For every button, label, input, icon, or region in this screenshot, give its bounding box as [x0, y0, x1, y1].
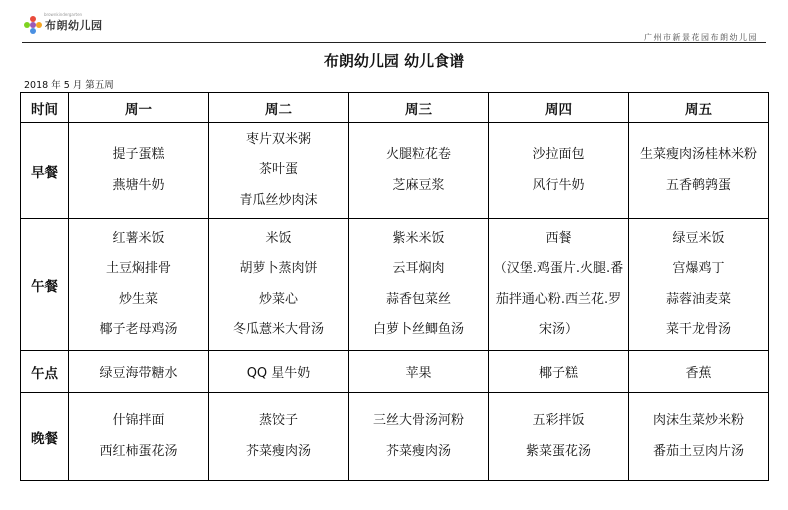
lunch-fri — [629, 219, 769, 351]
menu-item: 西餐 — [545, 230, 572, 246]
dinner-wed — [349, 393, 489, 481]
snack-fri: 香蕉 — [629, 351, 769, 393]
menu-item: 蒜香包菜丝 — [385, 291, 451, 307]
breakfast-tue — [209, 123, 349, 219]
menu-item: 白萝卜丝鲫鱼汤 — [372, 322, 464, 337]
header-wed: 周三 — [349, 93, 489, 123]
header-tue: 周二 — [209, 93, 349, 123]
header-time: 时间 — [21, 93, 69, 123]
menu-item: 菜干龙骨汤 — [665, 322, 731, 337]
table-header-row — [21, 93, 769, 123]
dinner-fri — [629, 393, 769, 481]
menu-item: 椰子老母鸡汤 — [99, 322, 178, 337]
dinner-tue — [209, 393, 349, 481]
menu-table — [20, 92, 769, 481]
menu-item: 茶叶蛋 — [258, 162, 298, 178]
menu-item: 生菜瘦肉汤桂林米粉 — [639, 147, 757, 162]
menu-item: 紫菜蛋花汤 — [525, 443, 591, 459]
menu-item: 青瓜丝炒肉沫 — [239, 192, 318, 208]
menu-item: 火腿粒花卷 — [385, 147, 451, 162]
menu-item: 枣片双米粥 — [245, 131, 311, 147]
menu-item: 五香鹌鹑蛋 — [665, 177, 731, 193]
menu-item: 五彩拌饭 — [532, 413, 585, 428]
breakfast-row — [21, 123, 769, 219]
menu-item: 芝麻豆浆 — [392, 177, 445, 193]
snack-label: 午点 — [21, 351, 69, 393]
menu-item: 云耳焖肉 — [392, 261, 445, 276]
header-fri: 周五 — [629, 93, 769, 123]
lunch-row — [21, 219, 769, 351]
week-subtitle: 2018 年 5 月 第五周 — [24, 80, 114, 91]
menu-item: 三丝大骨汤河粉 — [372, 413, 464, 428]
menu-item: 燕塘牛奶 — [112, 177, 165, 193]
dinner-mon — [69, 393, 209, 481]
kindergarten-logo — [24, 16, 103, 34]
menu-item: 什锦拌面 — [112, 413, 165, 428]
menu-item: 绿豆米饭 — [672, 230, 725, 246]
page-title: 布朗幼儿园 幼儿食谱 — [323, 52, 465, 70]
lunch-mon — [69, 219, 209, 351]
menu-item: 芥菜瘦肉汤 — [385, 443, 451, 459]
lunch-label: 午餐 — [21, 219, 69, 351]
logo-flower-icon — [24, 16, 42, 34]
menu-item: 胡萝卜蒸肉饼 — [239, 261, 318, 276]
menu-item: 番茄土豆肉片汤 — [652, 443, 744, 459]
menu-item: 肉沫生菜炒米粉 — [652, 413, 744, 428]
snack-thu: 椰子糕 — [489, 351, 629, 393]
breakfast-fri — [629, 123, 769, 219]
header-divider — [22, 42, 766, 43]
menu-item: 宫爆鸡丁 — [672, 261, 725, 276]
menu-item: 炒生菜 — [118, 291, 158, 307]
menu-item: 冬瓜薏米大骨汤 — [232, 322, 324, 337]
lunch-thu — [489, 219, 629, 351]
menu-item: 米饭 — [265, 230, 292, 246]
menu-item: 紫米米饭 — [392, 230, 445, 246]
breakfast-mon — [69, 123, 209, 219]
snack-tue: QQ 星牛奶 — [209, 351, 349, 393]
menu-item: 土豆焖排骨 — [105, 261, 171, 276]
header-mon: 周一 — [69, 93, 209, 123]
header-school-name: 广州市新景花园布朗幼儿园 — [644, 33, 758, 42]
menu-item: 蒜蓉油麦菜 — [665, 291, 731, 307]
menu-item: 西红柿蛋花汤 — [99, 443, 178, 459]
menu-item: 炒菜心 — [258, 291, 298, 307]
menu-item: 提子蛋糕 — [112, 147, 165, 162]
header-thu: 周四 — [489, 93, 629, 123]
breakfast-wed — [349, 123, 489, 219]
menu-item: 红薯米饭 — [112, 230, 165, 246]
menu-item: 蒸饺子 — [258, 413, 298, 428]
menu-item: 沙拉面包 — [532, 147, 585, 162]
menu-item-detail: （汉堡.鸡蛋片.火腿.番茄拌通心粉.西兰花.罗宋汤） — [493, 261, 624, 337]
menu-item: 芥菜瘦肉汤 — [245, 443, 311, 459]
dinner-row — [21, 393, 769, 481]
menu-item: 风行牛奶 — [532, 177, 585, 193]
snack-wed: 苹果 — [349, 351, 489, 393]
breakfast-label: 早餐 — [21, 123, 69, 219]
logo-text: 布朗幼儿园 — [45, 19, 103, 32]
snack-mon: 绿豆海带糖水 — [69, 351, 209, 393]
dinner-thu — [489, 393, 629, 481]
lunch-tue — [209, 219, 349, 351]
snack-row — [21, 351, 769, 393]
logo-small-text: brownkindergarten — [44, 12, 83, 17]
dinner-label: 晚餐 — [21, 393, 69, 481]
lunch-wed — [349, 219, 489, 351]
breakfast-thu — [489, 123, 629, 219]
